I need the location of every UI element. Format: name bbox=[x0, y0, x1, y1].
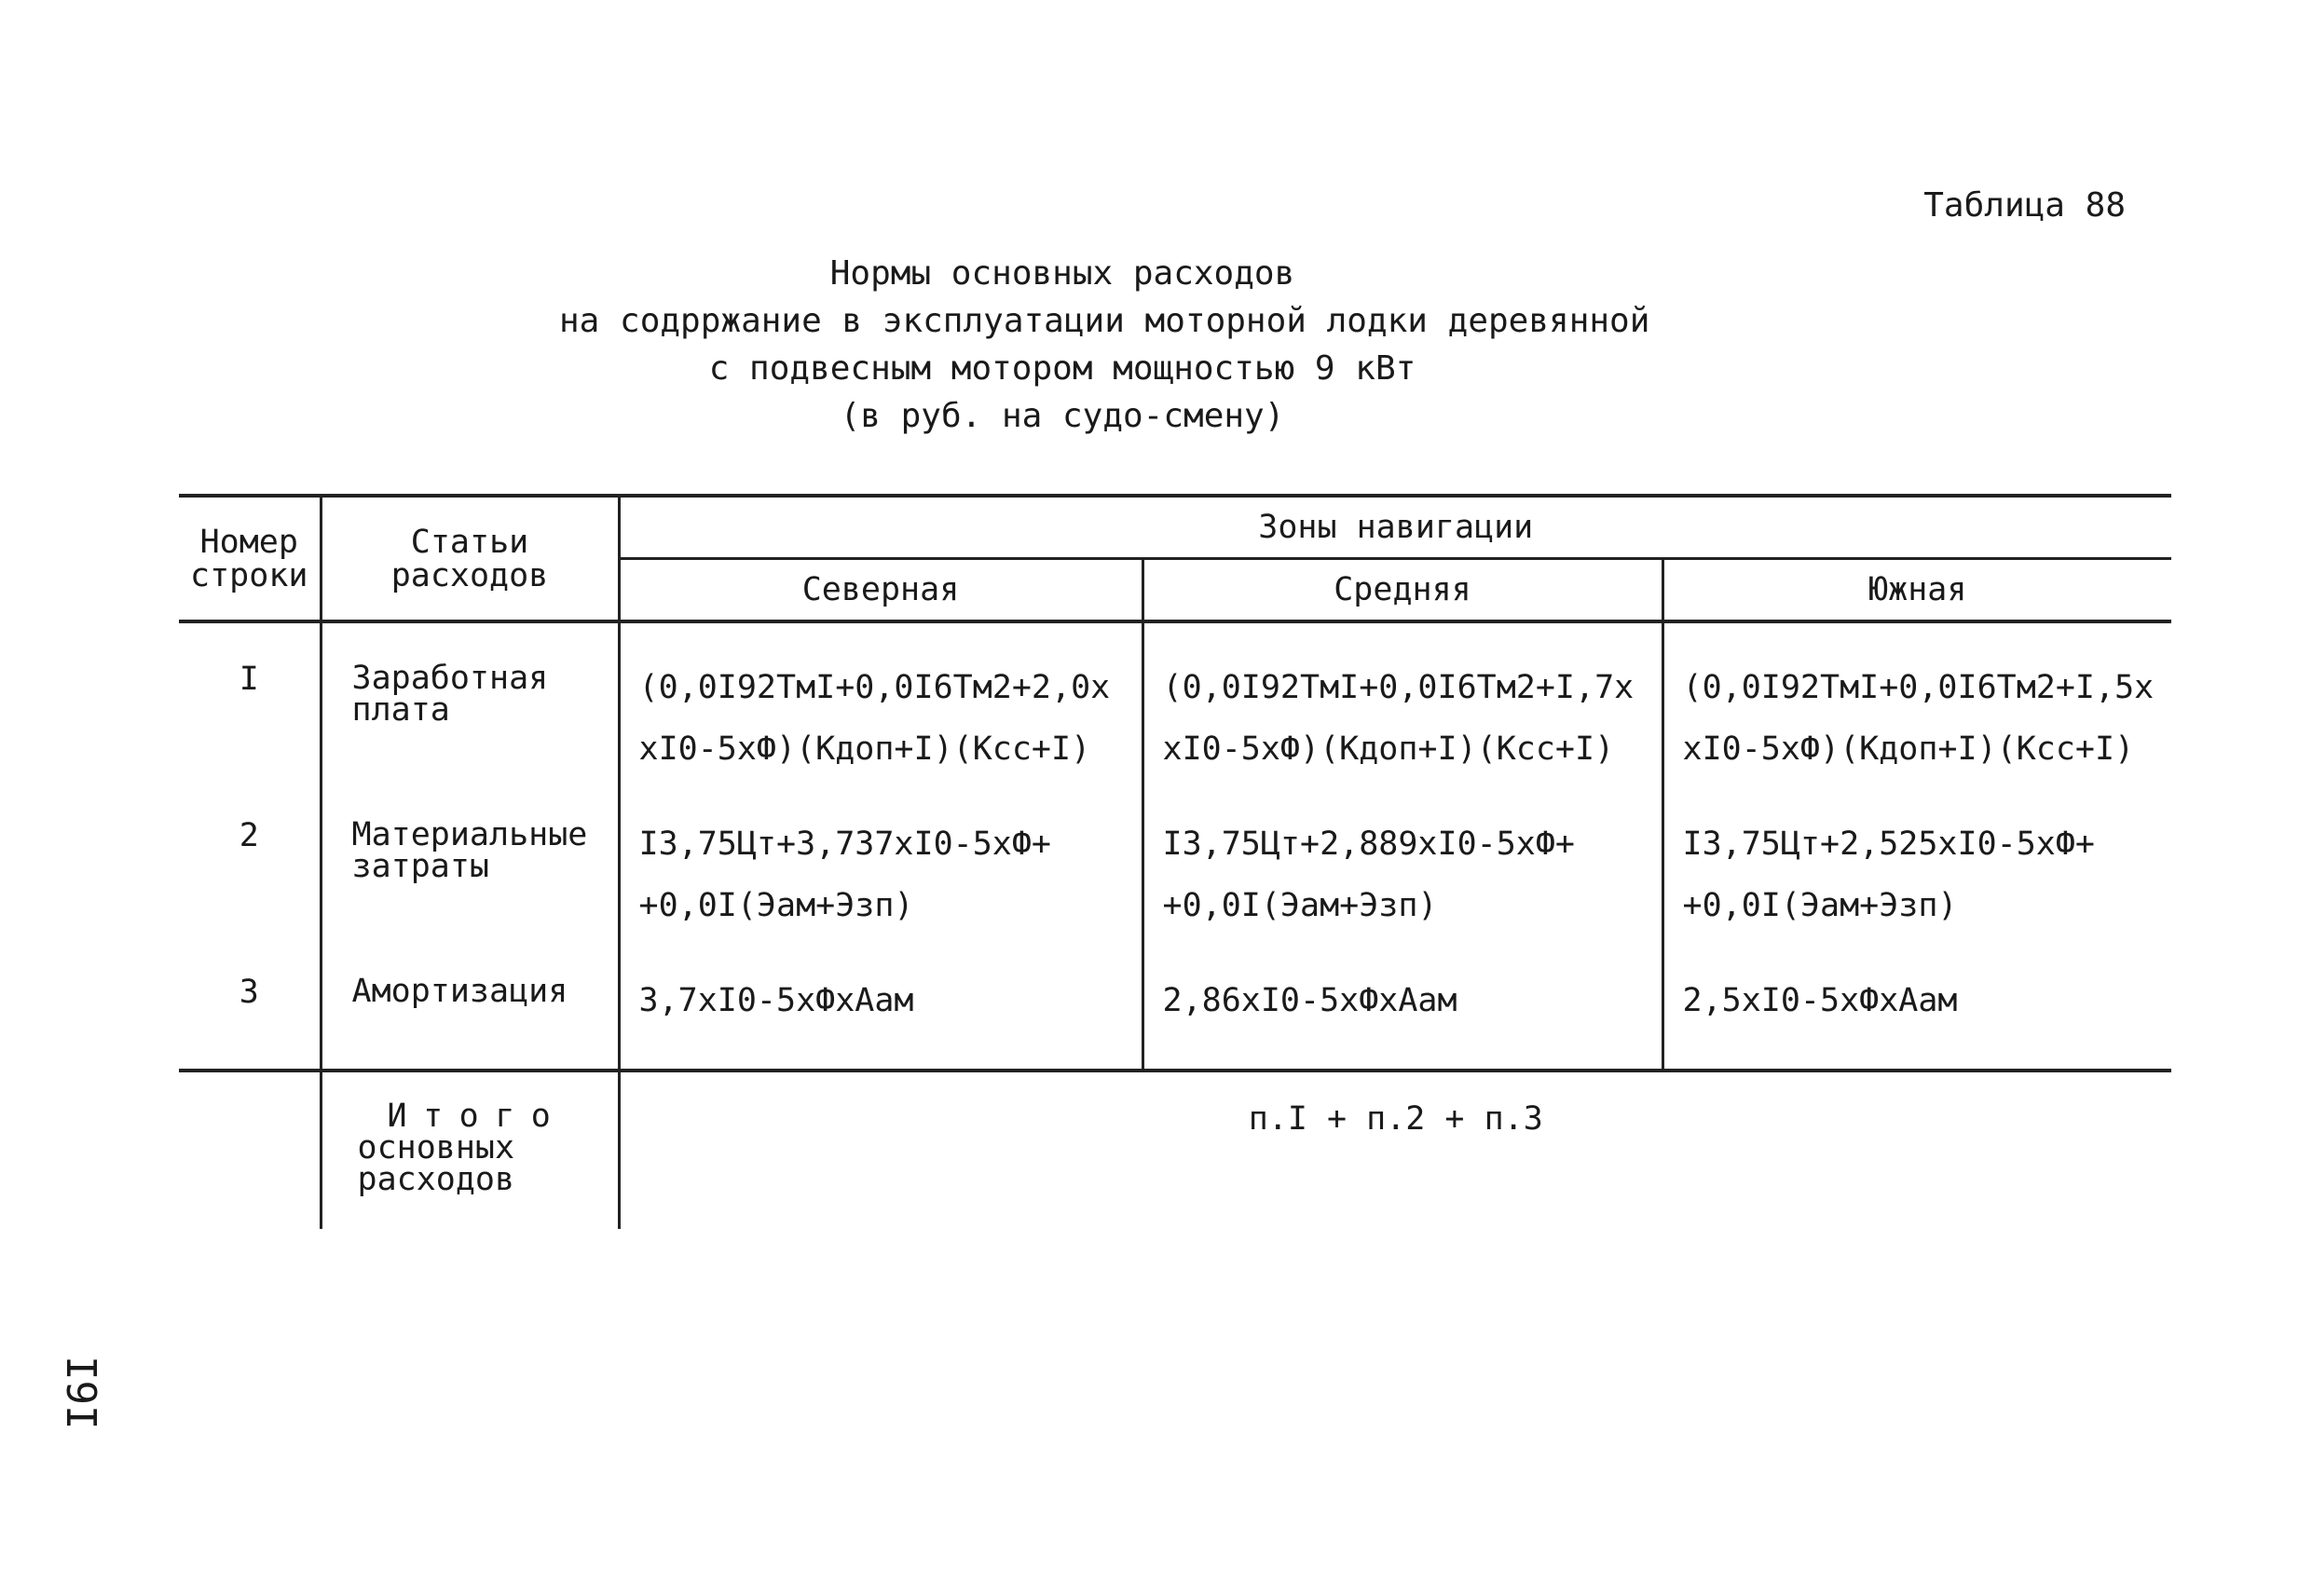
header-zone-south: Южная bbox=[1662, 559, 2171, 622]
title-line: (в руб. на судо-смену) bbox=[840, 397, 1285, 435]
north-value: I3,75Цт+3,737хI0-5хФ+ +0,0I(Эам+Эзп) bbox=[619, 780, 1142, 936]
title-line: на содрржание в эксплуатации моторной лодки деревянной bbox=[559, 302, 1650, 340]
south-value: 2,5хI0-5хФхАам bbox=[1662, 936, 2171, 1071]
cost-item: Амортизация bbox=[321, 936, 619, 1071]
header-cost-item: Статьи расходов bbox=[321, 496, 619, 621]
header-zone-north: Северная bbox=[619, 559, 1142, 622]
norms-table bbox=[179, 494, 2171, 1229]
middle-value: I3,75Цт+2,889хI0-5хФ+ +0,0I(Эам+Эзп) bbox=[1142, 780, 1662, 936]
row-number: I bbox=[239, 661, 259, 698]
row-number: 2 bbox=[239, 817, 259, 854]
row-number: 3 bbox=[179, 936, 321, 1071]
north-value: 3,7хI0-5хФхАам bbox=[619, 936, 1142, 1071]
north-value: (0,0I92ТмI+0,0I6Тм2+2,0х хI0-5хФ)(Кдоп+I)(Ксс+I) bbox=[619, 621, 1142, 780]
table-number: Таблица 88 bbox=[1923, 186, 2126, 225]
table-title bbox=[559, 250, 1650, 440]
total-empty-cell bbox=[179, 1071, 321, 1229]
total-row bbox=[179, 1071, 2171, 1229]
header-zone-middle: Средняя bbox=[1142, 559, 1662, 622]
cost-item: Материальные затраты bbox=[321, 780, 619, 936]
middle-value: (0,0I92ТмI+0,0I6Тм2+I,7х хI0-5хФ)(Кдоп+I)(Ксс+I) bbox=[1142, 621, 1662, 780]
header-zones: Зоны навигации bbox=[619, 496, 2171, 559]
south-value: I3,75Цт+2,525хI0-5хФ+ +0,0I(Эам+Эзп) bbox=[1662, 780, 2171, 936]
table-row bbox=[179, 780, 2171, 936]
total-label: Итого bbox=[387, 1098, 568, 1135]
south-value: (0,0I92ТмI+0,0I6Тм2+I,5х хI0-5хФ)(Кдоп+I)(Ксс+I) bbox=[1662, 621, 2171, 780]
table-row bbox=[179, 621, 2171, 780]
title-line: Нормы основных расходов bbox=[829, 254, 1295, 293]
total-label-cell: Итого основных расходов bbox=[321, 1071, 619, 1229]
header-row-number: Номер строки bbox=[179, 496, 321, 621]
title-line: с подвесным мотором мощностью 9 кВт bbox=[708, 349, 1416, 388]
cost-item: Заработная плата bbox=[321, 621, 619, 780]
table-row bbox=[179, 936, 2171, 1071]
middle-value: 2,86хI0-5хФхАам bbox=[1142, 936, 1662, 1071]
page-number: I9I bbox=[57, 1356, 104, 1430]
total-value: п.I + п.2 + п.3 bbox=[619, 1071, 2171, 1229]
